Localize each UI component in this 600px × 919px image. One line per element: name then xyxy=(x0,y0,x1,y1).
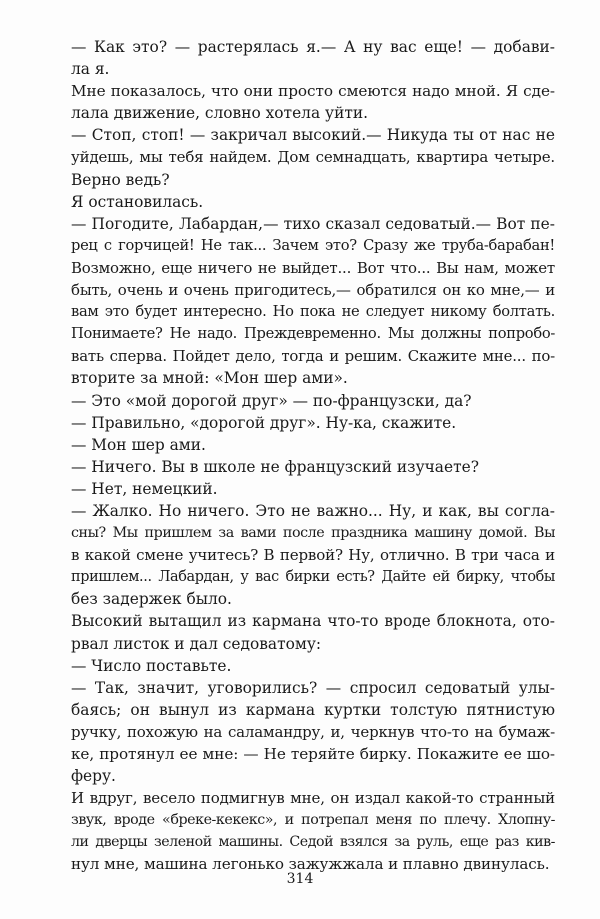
text-line: — Нет, немецкий. xyxy=(71,479,218,498)
text-line: Понимаете? Не надо. Преждевременно. Мы должны попробо- xyxy=(71,325,555,343)
paragraph xyxy=(71,478,555,500)
paragraph xyxy=(71,500,555,610)
page-number: 314 xyxy=(286,871,314,887)
text-line: звук, вроде «бреке-кекекс», и потрепал меня по плечу. Хлопну- xyxy=(71,812,555,829)
text-line: — Это «мой дорогой друг» — по-французски, да? xyxy=(71,391,472,410)
text-line: — Погодите, Лабардан,— тихо сказал седоватый.— Вот пе- xyxy=(71,214,555,233)
text-line: сны? Мы пришлем за вами после праздника машину домой. Вы xyxy=(71,525,555,542)
text-line: рец с горчицей! Не так... Зачем это? Сразу же труба-барабан! xyxy=(71,236,555,254)
paragraph xyxy=(71,655,555,677)
text-line: — Стоп, стоп! — закричал высокий.— Никуда ты от нас не xyxy=(71,126,555,145)
text-line: нул мне, машина легонько зажужжала и плавно двинулась. xyxy=(71,855,550,874)
text-line: — Жалко. Но ничего. Это не важно... Ну, и как, вы согла- xyxy=(71,501,555,520)
text-line: Я остановилась. xyxy=(71,192,204,211)
text-line: Возможно, еще ничего не выйдет... Вот что... Вы нам, может xyxy=(71,258,555,277)
text-line: ли дверцы зеленой машины. Седой взялся за руль, еще раз кив- xyxy=(71,834,555,851)
paragraph xyxy=(71,610,555,654)
paragraph xyxy=(71,213,555,390)
paragraph xyxy=(71,191,555,213)
text-line: — Ничего. Вы в школе не французский изучаете? xyxy=(71,457,479,476)
paragraph xyxy=(71,80,555,124)
text-line: ке, протянул ее мне: — Не теряйте бирку. Покажите ее шо- xyxy=(71,745,555,763)
text-line: — Правильно, «дорогой друг». Ну-ка, скажите. xyxy=(71,413,457,432)
paragraph xyxy=(71,787,555,875)
text-line: феру. xyxy=(71,767,116,786)
text-line: ручку, похожую на саламандру, и, черкнув что-то на бумаж- xyxy=(71,722,555,741)
text-line: Высокий вытащил из кармана что-то вроде блокнота, ото- xyxy=(71,612,555,631)
text-line: баясь; он вынул из кармана куртки толстую пятнистую xyxy=(71,700,555,719)
text-line: Мне показалось, что они просто смеются надо мной. Я сде- xyxy=(71,82,555,101)
paragraph xyxy=(71,36,555,80)
text-line: — Число поставьте. xyxy=(71,656,232,675)
paragraph xyxy=(71,412,555,434)
text-line: вать сперва. Пойдет дело, тогда и решим. Скажите мне... по- xyxy=(71,347,555,366)
text-line: вторите за мной: «Мон шер ами». xyxy=(71,369,348,388)
text-line: ла я. xyxy=(71,60,110,79)
paragraph xyxy=(71,434,555,456)
paragraph xyxy=(71,124,555,190)
text-line: пришлем... Лабардан, у вас бирки есть? Дайте ей бирку, чтобы xyxy=(71,569,555,586)
text-line: быть, очень и очень пригодитесь,— обратился он ко мне,— и xyxy=(71,281,555,300)
text-line: без задержек было. xyxy=(71,590,232,609)
text-line: вам это будет интересно. Но пока не следует никому болтать. xyxy=(71,303,555,321)
text-line: рвал листок и дал седоватому: xyxy=(71,634,322,653)
text-line: в какой смене учитесь? В первой? Ну, отлично. В три часа и xyxy=(71,546,555,565)
text-line: уйдешь, мы тебя найдем. Дом семнадцать, квартира четыре. xyxy=(71,148,555,167)
text-line: — Так, значит, уговорились? — спросил седоватый улы- xyxy=(71,678,555,697)
page-text xyxy=(71,36,555,876)
paragraph xyxy=(71,456,555,478)
paragraph xyxy=(71,677,555,787)
text-line: И вдруг, весело подмигнув мне, он издал какой-то странный xyxy=(71,789,555,808)
text-line: — Мон шер ами. xyxy=(71,435,206,454)
text-line: лала движение, словно хотела уйти. xyxy=(71,104,369,123)
text-line: Верно ведь? xyxy=(71,170,170,189)
text-line: — Как это? — растерялась я.— А ну вас еще! — добави- xyxy=(71,38,555,56)
paragraph xyxy=(71,390,555,412)
